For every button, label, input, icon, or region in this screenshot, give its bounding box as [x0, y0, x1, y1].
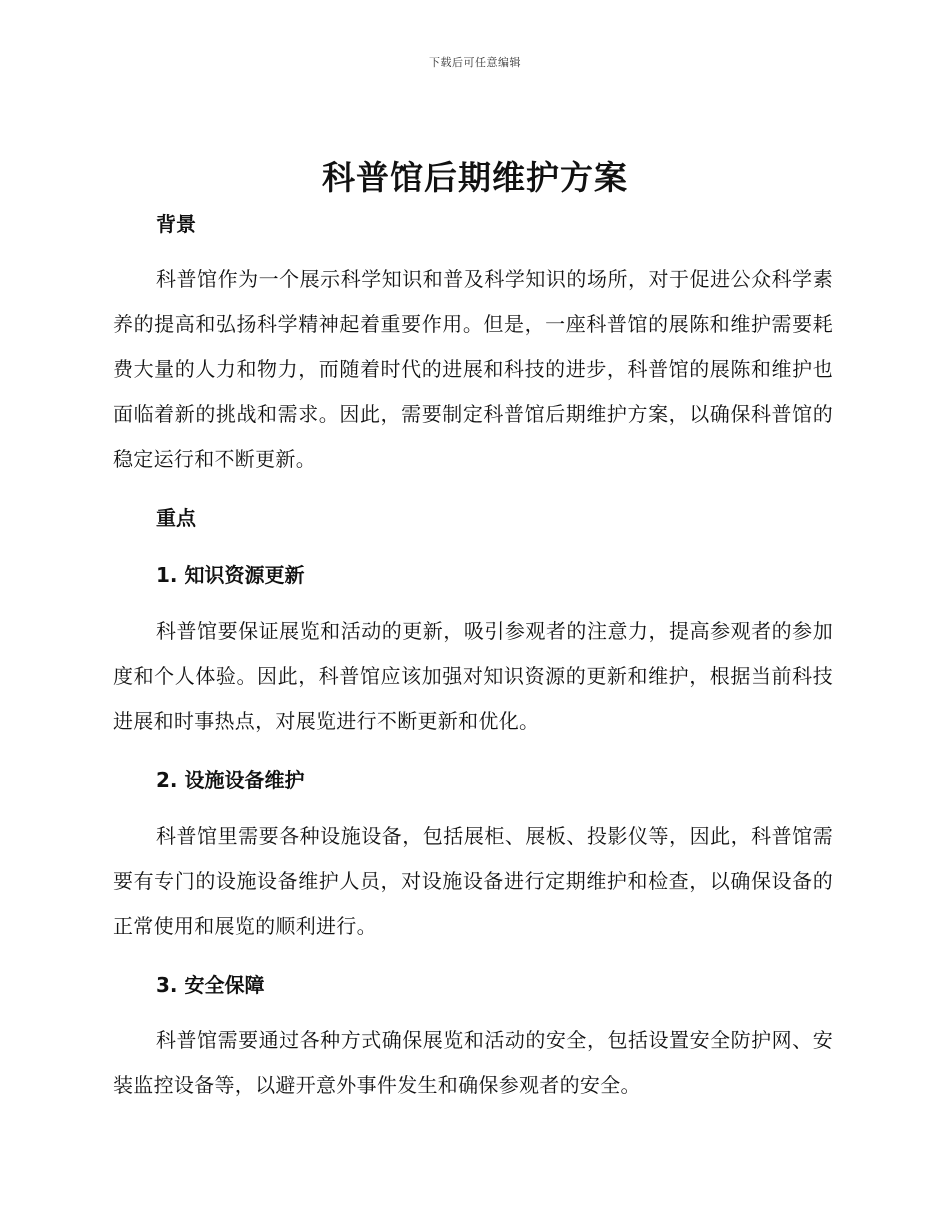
section-heading-background: 背景 [156, 212, 196, 236]
section-paragraph-equipment-maintenance: 科普馆里需要各种设施设备，包括展柜、展板、投影仪等，因此，科普馆需要有专门的设施设备维护人员，对设施设备进行定期维护和检查，以确保设备的正常使用和展览的顺利进行。 [113, 824, 833, 938]
section-paragraph-knowledge-update: 科普馆要保证展览和活动的更新，吸引参观者的注意力，提高参观者的参加度和个人体验。因此，科普馆应该加强对知识资源的更新和维护，根据当前科技进展和时事热点，对展览进行不断更新和优化。 [113, 619, 833, 733]
page-header-note: 下载后可任意编辑 [429, 56, 521, 69]
section-heading-key-points: 重点 [156, 506, 196, 530]
section-heading-equipment-maintenance: 2. 设施设备维护 [156, 768, 305, 792]
section-heading-safety: 3. 安全保障 [156, 973, 265, 997]
section-paragraph-background: 科普馆作为一个展示科学知识和普及科学知识的场所，对于促进公众科学素养的提高和弘扬科学精神起着重要作用。但是，一座科普馆的展陈和维护需要耗费大量的人力和物力，而随着时代的进展和科技的进步，科普馆的展陈和维护也面临着新的挑战和需求。因此，需要制定科普馆后期维护方案，以确保科普馆的稳定运行和不断更新。 [113, 267, 833, 471]
section-heading-knowledge-update: 1. 知识资源更新 [156, 563, 305, 587]
document-title: 科普馆后期维护方案 [322, 158, 628, 197]
section-paragraph-safety: 科普馆需要通过各种方式确保展览和活动的安全，包括设置安全防护网、安装监控设备等，以避开意外事件发生和确保参观者的安全。 [113, 1028, 833, 1097]
